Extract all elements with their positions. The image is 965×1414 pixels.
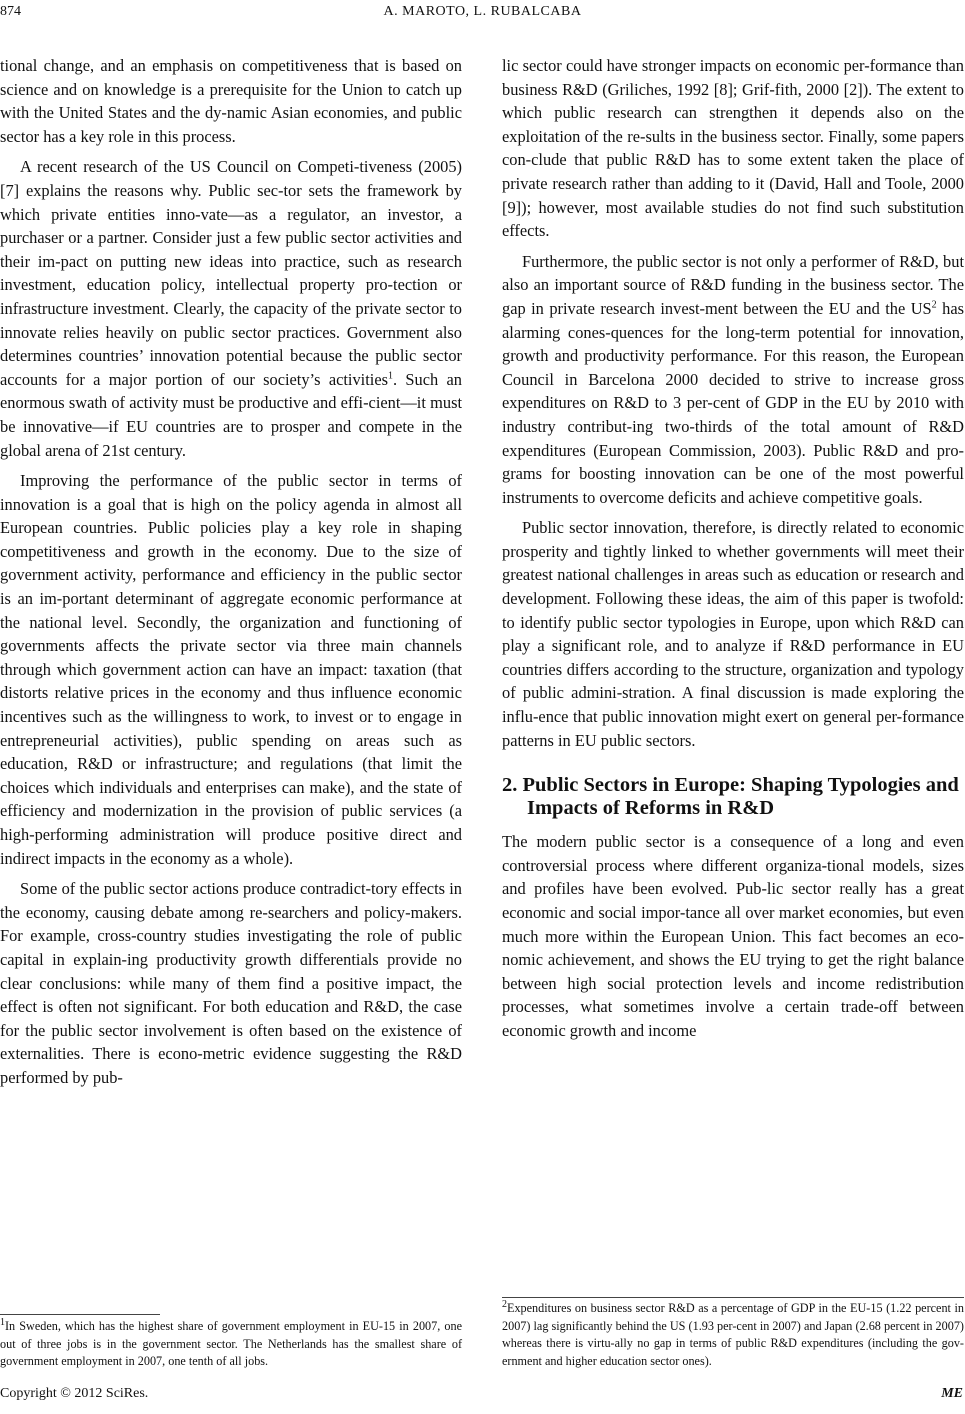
paragraph-text: has alarming cones-quences for the long-term potential for innovation, growth and productivity performance. For this reason, the European Council in Barcelona 2000 decided to strive to increase gross expenditures on R&D to 3 per-cent of GDP in the EU by 2010 with industry contribut-ing two-thirds of the total amount of R&D expenditures (European Commission, 2003). Public R&D and pro-grams for boosting innovation can be one of the most powerful instruments to overcome deficits and achieve competitive goals. [502,298,964,507]
footnote-mark: 2 [502,1298,507,1310]
paragraph: Some of the public sector actions produce contradict-tory effects in the economy, causing debate among re-searchers and policy-makers. For example, cross-country studies investigating the role of public capital in explain-ing productivity growth differentials provide no clear conclusions: while many of them find a positive impact, the effect is often not significant. For both education and R&D, the case for the public sector involvement is often based on the existence of externalities. There is econo-metric evidence suggesting the R&D performed by pub- [0,879,462,1087]
footnote-2 [502,1300,964,1370]
journal-abbrev: ME [941,1386,963,1401]
footnote-text: In Sweden, which has the highest share of government employment in EU-15 in 2007, one out of three jobs is in the government sector. The Netherlands has the smallest share of government employment in 2007, one tenth of all jobs. [0,1319,462,1368]
paragraph-text: A recent research of the US Council on Competi-tiveness (2005) [7] explains the reasons why. Public sec-tor sets the framework by which private entities inno-vate—as a regulator, an investor, a purchaser or a partner. Consider just a few public sector activities and their im-pact on putting new ideas into practice, such as research investment, education policy, intellectual property pro-tection or infrastructure investment. Clearly, the capacity of the private sector to innovate relies heavily on public sector practices. Government also determines countries’ innovation potential because the public sector accounts for a major portion of our society’s activities [0,157,462,389]
footnote-mark: 1 [0,1316,5,1328]
paragraph: tional change, and an emphasis on competitiveness that is based on science and on knowledge is a prerequisite for the Union to catch up with the United States and the dy-namic Asian economies, and public sector has a key role in this process. [0,56,462,146]
section-heading: 2. Public Sectors in Europe: Shaping Typologies and Impacts of Reforms in R&D [502,774,959,820]
paragraph-text: . Such an enormous swath of activity must be productive and effi-cient—it must be innovative—if EU countries are to prosper and compete in the global arena of 21st century. [0,369,462,460]
paragraph: lic sector could have stronger impacts on economic per-formance than business R&D (Griliches, 1992 [8]; Grif-fith, 2000 [2]). The extent to which public research can strengthen it depends also on the exploitation of the re-sults in the business sector. Finally, some papers con-clude that public R&D has to some extent taken the place of private research rather than adding to it (David, Hall and Toole, 2000 [9]); however, most available studies do not find such substitution effects. [502,56,964,241]
footnote-rule-right [502,1297,964,1298]
footnote-rule-left [0,1314,160,1315]
footnote-1 [0,1318,462,1371]
copyright-notice: Copyright © 2012 SciRes. [0,1386,149,1401]
page-number: 874 [0,4,21,19]
running-head: A. MAROTO, L. RUBALCABA [383,4,582,19]
footnote-text: Expenditures on business sector R&D as a percentage of GDP in the EU-15 (1.22 percent in 2007) lag significantly behind the US (1.93 per-cent in 2007) and Japan (2.68 percent in 2007) whereas there is virtu-ally no gap in terms of public R&D expenditures (including the gov-ernment and higher education sector ones). [502,1301,964,1368]
paragraph: Improving the performance of the public sector in terms of innovation is a goal that is high on the policy agenda in almost all European countries. Public policies play a key role in shaping competitiveness and growth in the economy. Due to the size of government activity, performance and efficiency in the public sector is an im-portant determinant of aggregate economic performance at the national level. Secondly, the organization and functioning of governments affects the private sector via three main channels through which government action can have an impact: taxation (that distorts relative prices in the economy and thus influence economic incentives such as the willingness to work, to invest or to engage in entrepreneurial activities), public spending on areas such as education, R&D or infrastructure; and regulations (that limit the choices which individuals and enterprises can make), and the state of efficiency and modernization in the provision of public services (a high-performing administration will produce positive direct and indirect impacts in the economy as a whole). [0,471,462,868]
footnote-ref-1: 1 [387,370,393,382]
paragraph: Public sector innovation, therefore, is directly related to economic prosperity and tightly linked to whether governments will meet their greatest national challenges in areas such as education or research and development. Following these ideas, the aim of this paper is twofold: to identify public sector typologies in Europe, upon which R&D can play a significant role, and to analyze if R&D performance in EU countries differs according to the structure, organization and typology of public admini-stration. A final discussion is made exploring the influ-ence that public innovation might exert on general per-formance patterns in EU public sectors. [502,518,964,750]
paragraph: The modern public sector is a consequence of a long and even controversial process where different organiza-tional models, sizes and profiles have been evolved. Pub-lic sector really has a great economic and social impor-tance all over market economies, but even much more within the European Union. This fact becomes an eco-nomic achievement, and shows the EU trying to get the right balance between high social protection levels and income redistribution processes, what sometimes involve a certain trade-off between economic growth and income [502,832,964,1040]
right-column [502,54,964,1043]
left-column [0,54,462,1090]
footnote-ref-2: 2 [931,299,937,311]
paragraph [0,155,462,462]
paragraph [502,250,964,510]
paragraph-text: Furthermore, the public sector is not only a performer of R&D, but also an important source of R&D funding in the business sector. The gap in private research invest-ment between the EU and the US [502,251,964,318]
